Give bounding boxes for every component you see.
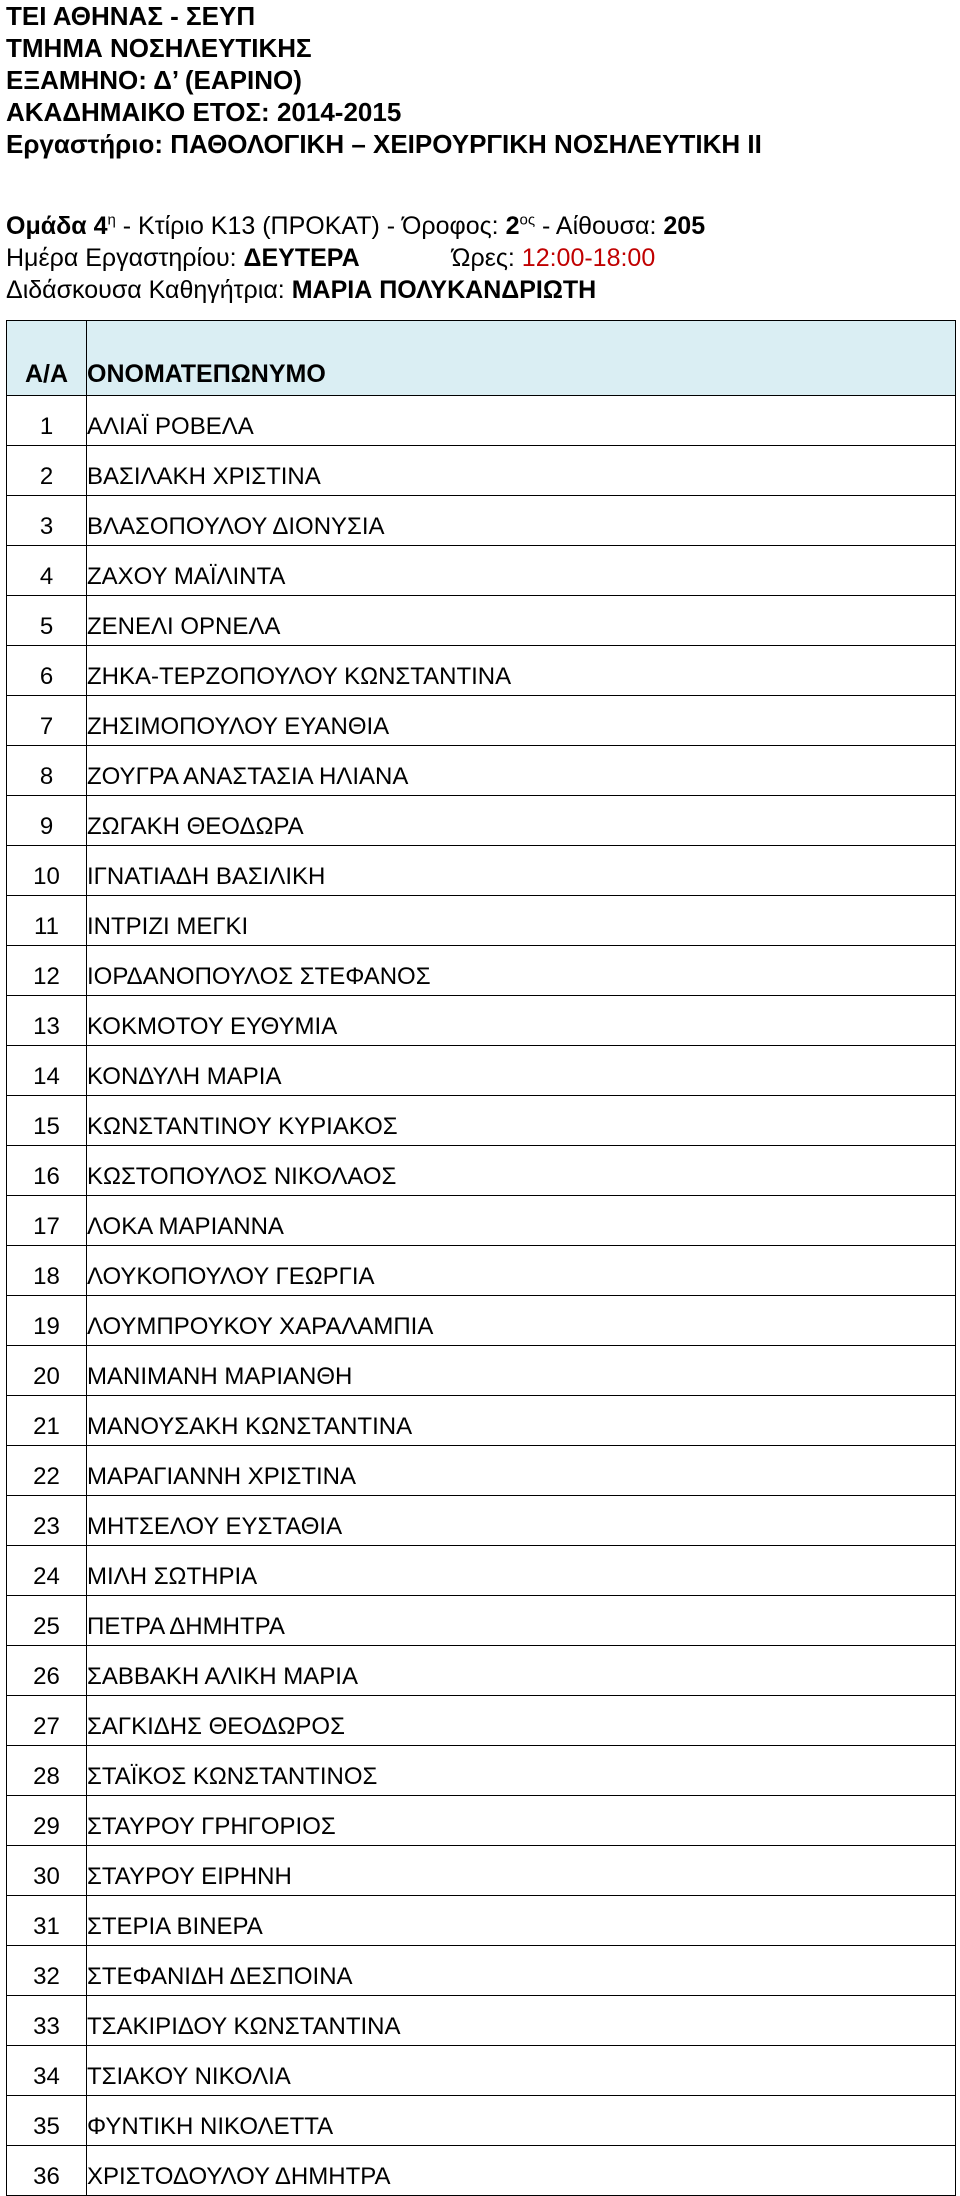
row-number: 22 [7, 1446, 87, 1496]
row-number: 25 [7, 1596, 87, 1646]
row-number: 32 [7, 1946, 87, 1996]
table-header-row [7, 321, 956, 396]
table-row [7, 1996, 956, 2046]
student-name: ΚΩΣΤΟΠΟΥΛΟΣ ΝΙΚΟΛΑΟΣ [87, 1146, 956, 1196]
row-number: 23 [7, 1496, 87, 1546]
row-number: 18 [7, 1246, 87, 1296]
table-row [7, 2096, 956, 2146]
student-name: ΒΛΑΣΟΠΟΥΛΟΥ ΔΙΟΝΥΣΙΑ [87, 496, 956, 546]
student-name: ΚΟΚΜΟΤΟΥ ΕΥΘΥΜΙΑ [87, 996, 956, 1046]
table-row [7, 1096, 956, 1146]
institution-title: ΤΕΙ ΑΘΗΝΑΣ - ΣΕΥΠ [6, 1, 256, 31]
student-name: ΛΟΥΚΟΠΟΥΛΟΥ ΓΕΩΡΓΙΑ [87, 1246, 956, 1296]
student-roster-table [6, 320, 956, 2196]
row-number: 3 [7, 496, 87, 546]
table-row [7, 1196, 956, 1246]
row-number: 13 [7, 996, 87, 1046]
table-row [7, 1246, 956, 1296]
table-row [7, 796, 956, 846]
table-row [7, 546, 956, 596]
row-number: 6 [7, 646, 87, 696]
schedule-line [6, 242, 956, 274]
hours-label: Ώρες: [451, 244, 522, 272]
student-name: ΛΟΥΜΠΡΟΥΚΟΥ ΧΑΡΑΛΑΜΠΙΑ [87, 1296, 956, 1346]
table-row [7, 1546, 956, 1596]
group-room: 205 [663, 212, 706, 240]
row-number: 12 [7, 946, 87, 996]
row-number: 17 [7, 1196, 87, 1246]
semester-title: ΕΞΑΜΗΝΟ: Δ’ (ΕΑΡΙΝΟ) [6, 65, 302, 95]
group-info [6, 210, 956, 306]
student-name: ΣΤΕΦΑΝΙΔΗ ΔΕΣΠΟΙΝΑ [87, 1946, 956, 1996]
student-name: ΖΑΧΟΥ ΜΑΪΛΙΝΤΑ [87, 546, 956, 596]
student-name: ΑΛΙΑΪ ΡΟΒΕΛΑ [87, 396, 956, 446]
table-row [7, 596, 956, 646]
table-row [7, 1946, 956, 1996]
table-row [7, 896, 956, 946]
table-row [7, 746, 956, 796]
row-number: 24 [7, 1546, 87, 1596]
table-row [7, 1446, 956, 1496]
document-header [6, 0, 956, 160]
table-row [7, 1296, 956, 1346]
instructor-name: ΜΑΡΙΑ ΠΟΛΥΚΑΝΔΡΙΩΤΗ [291, 276, 597, 304]
student-name: ΒΑΣΙΛΑΚΗ ΧΡΙΣΤΙΝΑ [87, 446, 956, 496]
row-number: 33 [7, 1996, 87, 2046]
row-number: 35 [7, 2096, 87, 2146]
row-number: 28 [7, 1746, 87, 1796]
row-number: 2 [7, 446, 87, 496]
department-title: ΤΜΗΜΑ ΝΟΣΗΛΕΥΤΙΚΗΣ [6, 33, 312, 63]
table-row [7, 496, 956, 546]
student-name: ΜΑΝΙΜΑΝΗ ΜΑΡΙΑΝΘΗ [87, 1346, 956, 1396]
student-name: ΦΥΝΤΙΚΗ ΝΙΚΟΛΕΤΤΑ [87, 2096, 956, 2146]
group-location-line [6, 210, 956, 242]
row-number: 20 [7, 1346, 87, 1396]
group-floor-sup: ος [519, 211, 536, 229]
group-building: - Κτίριο Κ13 (ΠΡΟΚΑΤ) - Όροφος: [115, 212, 506, 240]
student-name: ΜΑΝΟΥΣΑΚΗ ΚΩΝΣΤΑΝΤΙΝΑ [87, 1396, 956, 1446]
table-row [7, 1496, 956, 1546]
student-name: ΤΣΙΑΚΟΥ ΝΙΚΟΛΙΑ [87, 2046, 956, 2096]
row-number: 11 [7, 896, 87, 946]
table-row [7, 696, 956, 746]
lab-hours: 12:00-18:00 [521, 244, 656, 272]
row-number: 29 [7, 1796, 87, 1846]
row-number: 36 [7, 2146, 87, 2196]
row-number: 4 [7, 546, 87, 596]
row-number: 10 [7, 846, 87, 896]
table-row [7, 1046, 956, 1096]
column-header-name: ΟΝΟΜΑΤΕΠΩΝΥΜΟ [87, 321, 956, 396]
table-row [7, 946, 956, 996]
student-name: ΙΟΡΔΑΝΟΠΟΥΛΟΣ ΣΤΕΦΑΝΟΣ [87, 946, 956, 996]
row-number: 26 [7, 1646, 87, 1696]
table-row [7, 846, 956, 896]
group-label: Ομάδα 4 [6, 212, 108, 240]
row-number: 31 [7, 1896, 87, 1946]
lab-course-title: Εργαστήριο: ΠΑΘΟΛΟΓΙΚΗ – ΧΕΙΡΟΥΡΓΙΚΗ ΝΟΣΗΛΕΥΤΙΚΗ ΙΙ [6, 129, 762, 159]
instructor-label: Διδάσκουσα Καθηγήτρια: [6, 276, 292, 304]
row-number: 5 [7, 596, 87, 646]
table-row [7, 2146, 956, 2196]
table-row [7, 1146, 956, 1196]
student-name: ΖΗΣΙΜΟΠΟΥΛΟΥ ΕΥΑΝΘΙΑ [87, 696, 956, 746]
row-number: 16 [7, 1146, 87, 1196]
student-name: ΖΟΥΓΡΑ ΑΝΑΣΤΑΣΙΑ ΗΛΙΑΝΑ [87, 746, 956, 796]
lab-day: ΔΕΥΤΕΡΑ [243, 244, 360, 272]
student-name: ΣΤΑΥΡΟΥ ΕΙΡΗΝΗ [87, 1846, 956, 1896]
student-name: ΙΓΝΑΤΙΑΔΗ ΒΑΣΙΛΙΚΗ [87, 846, 956, 896]
row-number: 30 [7, 1846, 87, 1896]
table-row [7, 1796, 956, 1846]
student-name: ΜΙΛΗ ΣΩΤΗΡΙΑ [87, 1546, 956, 1596]
row-number: 21 [7, 1396, 87, 1446]
student-name: ΜΑΡΑΓΙΑΝΝΗ ΧΡΙΣΤΙΝΑ [87, 1446, 956, 1496]
student-name: ΜΗΤΣΕΛΟΥ ΕΥΣΤΑΘΙΑ [87, 1496, 956, 1546]
table-row [7, 1896, 956, 1946]
table-row [7, 1346, 956, 1396]
row-number: 27 [7, 1696, 87, 1746]
student-name: ΣΑΓΚΙΔΗΣ ΘΕΟΔΩΡΟΣ [87, 1696, 956, 1746]
student-name: ΣΑΒΒΑΚΗ ΑΛΙΚΗ ΜΑΡΙΑ [87, 1646, 956, 1696]
student-name: ΚΟΝΔΥΛΗ ΜΑΡΙΑ [87, 1046, 956, 1096]
student-name: ΤΣΑΚΙΡΙΔΟΥ ΚΩΝΣΤΑΝΤΙΝΑ [87, 1996, 956, 2046]
table-row [7, 2046, 956, 2096]
group-floor: 2 [505, 212, 520, 240]
row-number: 19 [7, 1296, 87, 1346]
table-row [7, 996, 956, 1046]
student-name: ΖΗΚΑ-ΤΕΡΖΟΠΟΥΛΟΥ ΚΩΝΣΤΑΝΤΙΝΑ [87, 646, 956, 696]
student-name: ΠΕΤΡΑ ΔΗΜΗΤΡΑ [87, 1596, 956, 1646]
student-name: ΧΡΙΣΤΟΔΟΥΛΟΥ ΔΗΜΗΤΡΑ [87, 2146, 956, 2196]
table-row [7, 1396, 956, 1446]
student-name: ΖΩΓΑΚΗ ΘΕΟΔΩΡΑ [87, 796, 956, 846]
academic-year-title: ΑΚΑΔΗΜΑΙΚΟ ΕΤΟΣ: 2014-2015 [6, 97, 402, 127]
student-name: ΙΝΤΡΙΖΙ ΜΕΓΚΙ [87, 896, 956, 946]
table-row [7, 1596, 956, 1646]
table-row [7, 1696, 956, 1746]
roster-body [7, 396, 956, 2196]
student-name: ΖΕΝΕΛΙ ΟΡΝΕΛΑ [87, 596, 956, 646]
table-row [7, 1746, 956, 1796]
row-number: 9 [7, 796, 87, 846]
table-row [7, 446, 956, 496]
student-name: ΣΤΑΥΡΟΥ ΓΡΗΓΟΡΙΟΣ [87, 1796, 956, 1846]
table-row [7, 396, 956, 446]
table-row [7, 1646, 956, 1696]
student-name: ΛΟΚΑ ΜΑΡΙΑΝΝΑ [87, 1196, 956, 1246]
row-number: 7 [7, 696, 87, 746]
student-name: ΣΤΕΡΙΑ ΒΙΝΕΡΑ [87, 1896, 956, 1946]
row-number: 15 [7, 1096, 87, 1146]
column-header-aa: Α/Α [7, 321, 87, 396]
student-name: ΣΤΑΪΚΟΣ ΚΩΝΣΤΑΝΤΙΝΟΣ [87, 1746, 956, 1796]
row-number: 34 [7, 2046, 87, 2096]
group-room-label: - Αίθουσα: [535, 212, 664, 240]
day-label: Ημέρα Εργαστηρίου: [6, 244, 244, 272]
table-row [7, 646, 956, 696]
student-name: ΚΩΝΣΤΑΝΤΙΝΟΥ ΚΥΡΙΑΚΟΣ [87, 1096, 956, 1146]
group-label-sup: η [107, 211, 116, 229]
row-number: 1 [7, 396, 87, 446]
row-number: 8 [7, 746, 87, 796]
row-number: 14 [7, 1046, 87, 1096]
table-row [7, 1846, 956, 1896]
instructor-line [6, 274, 956, 306]
